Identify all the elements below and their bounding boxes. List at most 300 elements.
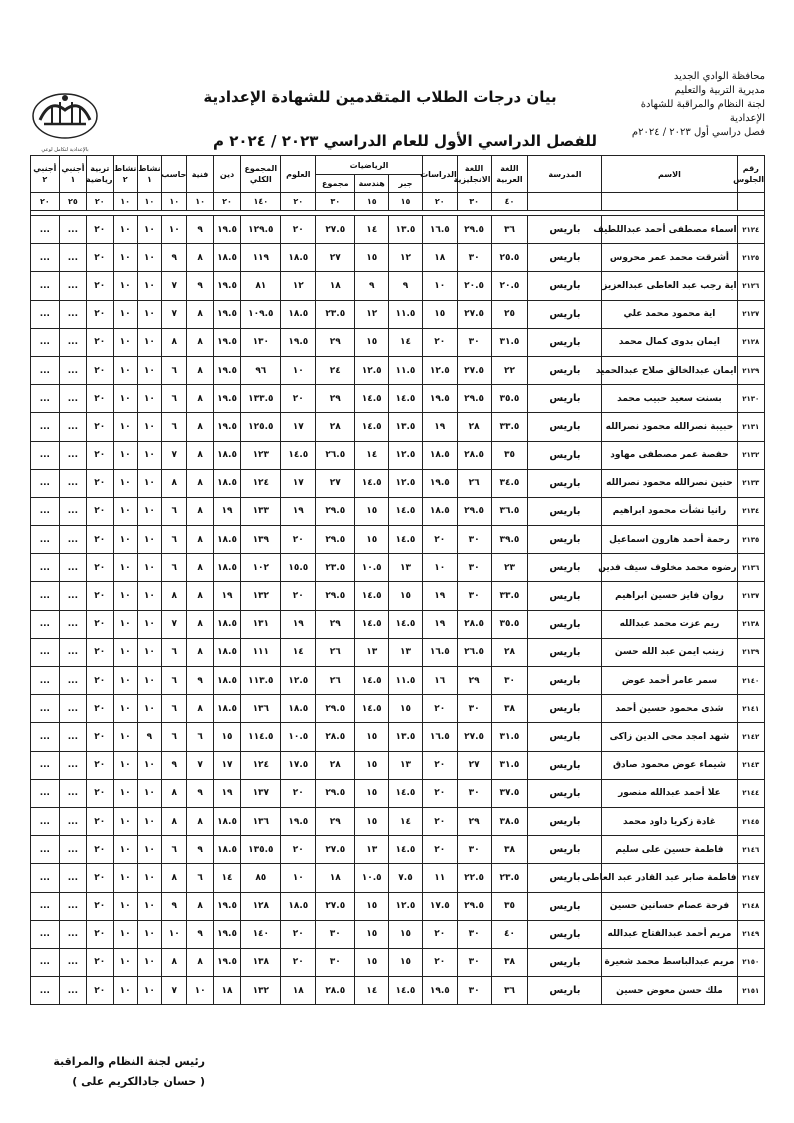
- grade-cell: ٦: [162, 385, 187, 413]
- grade-cell: ...: [59, 554, 86, 582]
- grade-cell: ...: [31, 216, 60, 244]
- grade-cell: ...: [31, 977, 60, 1005]
- max-mark-cell: ٢٥: [59, 193, 86, 211]
- grade-cell: ٢٠: [87, 300, 113, 328]
- grade-cell: ١٣.٥: [389, 413, 423, 441]
- table-row: [31, 413, 765, 441]
- grade-cell: ١٩: [213, 497, 240, 525]
- grade-cell: ١٠.٥: [355, 864, 389, 892]
- grade-cell: ١١.٥: [389, 300, 423, 328]
- header-science: العلوم: [281, 156, 316, 193]
- grade-cell: ١٠: [113, 526, 137, 554]
- grade-cell: ...: [59, 244, 86, 272]
- grade-cell: ٦: [162, 695, 187, 723]
- grade-cell: ٨: [187, 554, 213, 582]
- page-subtitle: للفصل الدراسي الأول للعام الدراسي ٢٠٢٣ / ٢٠٢٤ م: [212, 132, 598, 150]
- grade-cell: ١٨: [316, 272, 355, 300]
- school-name: باريس: [528, 864, 602, 892]
- grade-cell: ١٠: [137, 441, 161, 469]
- grade-cell: ٢٧.٥: [457, 723, 491, 751]
- header-total: المجموع الكلي: [241, 156, 281, 193]
- grade-cell: ١٠.٥: [281, 723, 316, 751]
- grade-cell: ١٣٠: [241, 328, 281, 356]
- grade-cell: ١٠: [113, 497, 137, 525]
- grade-cell: ١٠: [137, 779, 161, 807]
- student-name: حنين نصرالله محمود نصرالله: [602, 469, 737, 497]
- grade-cell: ٢٠: [422, 807, 457, 835]
- grade-cell: ٧.٥: [389, 864, 423, 892]
- grade-cell: ١٠: [422, 554, 457, 582]
- grade-cell: ٣٠: [457, 244, 491, 272]
- grade-cell: ٦: [162, 836, 187, 864]
- grade-cell: ١٣٣: [241, 497, 281, 525]
- grade-cell: ١٣: [355, 836, 389, 864]
- grade-cell: ٢٨.٥: [316, 977, 355, 1005]
- grade-cell: ٣٩.٥: [491, 526, 528, 554]
- grade-cell: ١٨.٥: [213, 441, 240, 469]
- grade-cell: ٨: [187, 441, 213, 469]
- header-math: الرياضيات: [316, 156, 423, 175]
- grade-cell: ...: [59, 779, 86, 807]
- grade-cell: ٢٠: [422, 948, 457, 976]
- student-name: رحمة أحمد هارون اسماعيل: [602, 526, 737, 554]
- header-foreign1: أجنبي ١: [59, 156, 86, 193]
- seat-number: ٢١٣١: [737, 413, 764, 441]
- grade-cell: ٢٨.٥: [457, 610, 491, 638]
- grade-cell: ٩: [187, 667, 213, 695]
- grade-cell: ١٤: [389, 807, 423, 835]
- seat-number: ٢١٣٤: [737, 497, 764, 525]
- seat-number: ٢١٢٧: [737, 300, 764, 328]
- grade-cell: ...: [59, 864, 86, 892]
- grade-cell: ٢٣: [491, 554, 528, 582]
- grade-cell: ٦: [187, 723, 213, 751]
- grade-cell: ...: [59, 413, 86, 441]
- grade-cell: ١٣١: [241, 610, 281, 638]
- grade-cell: ١٠: [137, 216, 161, 244]
- table-row: [31, 300, 765, 328]
- student-name: مريم عبدالباسط محمد شعيرة: [602, 948, 737, 976]
- grade-cell: ٢٧: [457, 751, 491, 779]
- grade-cell: ١٤.٥: [355, 413, 389, 441]
- grade-cell: ٦: [162, 667, 187, 695]
- grade-cell: ١٦.٥: [422, 723, 457, 751]
- grade-cell: ٢٩.٥: [457, 385, 491, 413]
- grade-cell: ١٠: [137, 836, 161, 864]
- grade-cell: ٦: [162, 723, 187, 751]
- grade-cell: ١٨: [213, 977, 240, 1005]
- grade-cell: ١٤: [281, 638, 316, 666]
- max-mark-cell: ٢٠: [31, 193, 60, 211]
- grade-cell: ١٠: [137, 554, 161, 582]
- grade-cell: ٣٠: [457, 836, 491, 864]
- signature-block: [25, 1052, 205, 1092]
- grade-cell: ١٥: [355, 920, 389, 948]
- grade-cell: ٣٠: [457, 977, 491, 1005]
- grade-cell: ١٢٩.٥: [241, 216, 281, 244]
- grade-cell: ١٣٣.٥: [241, 385, 281, 413]
- grade-cell: ١٣٩: [241, 526, 281, 554]
- header-algebra: جبر: [389, 175, 423, 193]
- grade-cell: ١٢: [355, 300, 389, 328]
- grade-cell: ١٧: [213, 751, 240, 779]
- table-row: [31, 610, 765, 638]
- student-name: سمر عامر أحمد عوض: [602, 667, 737, 695]
- seat-number: ٢١٣٣: [737, 469, 764, 497]
- grade-cell: ٢٠: [87, 469, 113, 497]
- table-row: [31, 667, 765, 695]
- grade-cell: ١٣٢: [241, 582, 281, 610]
- grade-cell: ١٥: [355, 892, 389, 920]
- grade-cell: ١٣: [355, 638, 389, 666]
- grade-cell: ١٩.٥: [422, 385, 457, 413]
- header-social: الدراسات: [422, 156, 457, 193]
- grade-cell: ٢٠.٥: [491, 272, 528, 300]
- grade-cell: ١٠: [137, 667, 161, 695]
- table-row: [31, 582, 765, 610]
- seat-number: ٢١٣٥: [737, 526, 764, 554]
- grade-cell: ٩: [187, 920, 213, 948]
- grade-cell: ٢٠: [87, 695, 113, 723]
- max-blank-name: [602, 193, 737, 211]
- grade-cell: ١٠: [113, 582, 137, 610]
- grade-cell: ١٣٧: [241, 779, 281, 807]
- header-arabic: اللغة العربية: [491, 156, 528, 193]
- max-blank-seat: [737, 193, 764, 211]
- grade-cell: ٢٥: [491, 300, 528, 328]
- grade-cell: ٣٣.٥: [491, 582, 528, 610]
- seat-number: ٢١٤١: [737, 695, 764, 723]
- grade-cell: ٢٠: [422, 836, 457, 864]
- grade-cell: ٧: [162, 272, 187, 300]
- grade-cell: ١٠: [113, 864, 137, 892]
- grade-cell: ١٠: [113, 667, 137, 695]
- grade-cell: ١١٩: [241, 244, 281, 272]
- table-row: [31, 356, 765, 384]
- table-row: [31, 977, 765, 1005]
- grade-cell: ٩: [187, 779, 213, 807]
- grade-cell: ١١١: [241, 638, 281, 666]
- grade-cell: ٩: [162, 892, 187, 920]
- grade-cell: ٣٦: [491, 216, 528, 244]
- grade-cell: ...: [31, 836, 60, 864]
- grade-cell: ٩: [187, 272, 213, 300]
- grade-cell: ٧: [162, 977, 187, 1005]
- grade-cell: ١٠: [137, 864, 161, 892]
- seat-number: ٢١٤٦: [737, 836, 764, 864]
- grade-cell: ٦: [162, 497, 187, 525]
- grade-cell: ٢٠: [87, 836, 113, 864]
- grade-cell: ٢٧.٥: [316, 836, 355, 864]
- grade-cell: ٨: [162, 864, 187, 892]
- grade-cell: ١٤.٥: [389, 977, 423, 1005]
- grade-cell: ١٠: [137, 582, 161, 610]
- grade-cell: ١٠: [137, 920, 161, 948]
- grade-cell: ٢٠: [281, 920, 316, 948]
- grade-cell: ١٥: [389, 948, 423, 976]
- grade-cell: ...: [59, 328, 86, 356]
- grade-cell: ٩: [389, 272, 423, 300]
- grade-cell: ١٨.٥: [213, 554, 240, 582]
- grade-cell: ١١٤.٥: [241, 723, 281, 751]
- grade-cell: ٢٨.٥: [316, 723, 355, 751]
- grade-cell: ١٨.٥: [422, 441, 457, 469]
- student-name: فرحة عصام حسانين حسين: [602, 892, 737, 920]
- grade-cell: ١٠: [113, 554, 137, 582]
- grade-cell: ٢٦.٥: [457, 638, 491, 666]
- grade-cell: ١٠: [113, 779, 137, 807]
- page-title: بيان درجات الطلاب المتقدمين للشهادة الإعدادية: [203, 88, 557, 106]
- grade-cell: ٢٣.٥: [316, 554, 355, 582]
- student-name: رانيا نشأت محمود ابراهيم: [602, 497, 737, 525]
- grade-cell: ٣٠: [457, 554, 491, 582]
- grade-cell: ٨: [162, 948, 187, 976]
- grade-cell: ١٠: [137, 610, 161, 638]
- grade-cell: ١١.٥: [389, 667, 423, 695]
- grade-cell: ١٩.٥: [281, 807, 316, 835]
- directorate-line: مديرية التربية والتعليم: [674, 85, 765, 96]
- grade-cell: ٤٠: [491, 920, 528, 948]
- grade-cell: ١٤.٥: [389, 836, 423, 864]
- seat-number: ٢١٤٨: [737, 892, 764, 920]
- grade-cell: ٢٩: [316, 385, 355, 413]
- grade-cell: ٢٤: [316, 356, 355, 384]
- grade-cell: ٢٠: [87, 610, 113, 638]
- student-name: ايمان عبدالخالق صلاح عبدالحميد: [602, 356, 737, 384]
- school-name: باريس: [528, 469, 602, 497]
- grade-cell: ٨٥: [241, 864, 281, 892]
- grade-cell: ١٤.٥: [355, 695, 389, 723]
- grade-cell: ٢٩.٥: [457, 497, 491, 525]
- grade-cell: ٩: [187, 216, 213, 244]
- max-blank-school: [528, 193, 602, 211]
- school-name: باريس: [528, 920, 602, 948]
- grade-cell: ٨: [162, 779, 187, 807]
- student-name: اية رجب عبد العاطى عبدالعزيز: [602, 272, 737, 300]
- grade-cell: ٢٠: [87, 723, 113, 751]
- grade-cell: ١٠: [137, 385, 161, 413]
- grade-cell: ١٩.٥: [422, 977, 457, 1005]
- grade-cell: ١٥: [422, 300, 457, 328]
- grade-cell: ٢٠: [87, 948, 113, 976]
- grade-cell: ...: [31, 723, 60, 751]
- table-row: [31, 441, 765, 469]
- grade-cell: ٨: [162, 582, 187, 610]
- grade-cell: ٣١.٥: [491, 751, 528, 779]
- grade-cell: ١٩.٥: [213, 920, 240, 948]
- grade-cell: ١٠: [113, 723, 137, 751]
- max-mark-cell: ٣٠: [457, 193, 491, 211]
- grade-cell: ١٣: [389, 638, 423, 666]
- grade-cell: ١٠: [113, 385, 137, 413]
- grade-cell: ١٥: [389, 582, 423, 610]
- header-activity1: نشاط ١: [137, 156, 161, 193]
- school-name: باريس: [528, 836, 602, 864]
- grade-cell: ١٠: [162, 920, 187, 948]
- grade-cell: ٦: [162, 413, 187, 441]
- seat-number: ٢١٣٦: [737, 554, 764, 582]
- grade-cell: ٢٩: [316, 610, 355, 638]
- grade-cell: ٧: [187, 751, 213, 779]
- grade-cell: ٢٧: [316, 469, 355, 497]
- grade-cell: ١٣٨: [241, 948, 281, 976]
- grade-cell: ١٨.٥: [281, 892, 316, 920]
- grade-cell: ...: [31, 356, 60, 384]
- grade-cell: ...: [59, 723, 86, 751]
- grade-cell: ١٥: [355, 807, 389, 835]
- grade-cell: ١٠: [137, 356, 161, 384]
- grade-cell: ١٨.٥: [213, 807, 240, 835]
- grade-cell: ١٩.٥: [213, 385, 240, 413]
- grade-cell: ٧: [162, 300, 187, 328]
- grade-cell: ١٠: [137, 272, 161, 300]
- grade-cell: ٢٠: [87, 892, 113, 920]
- grade-cell: ١٠: [113, 469, 137, 497]
- grade-cell: ١٤.٥: [355, 582, 389, 610]
- grade-cell: ١٠: [422, 272, 457, 300]
- grade-cell: ٢٩.٥: [316, 526, 355, 554]
- grade-cell: ١٣٢: [241, 977, 281, 1005]
- max-mark-cell: ١٠: [113, 193, 137, 211]
- grade-cell: ١٥: [389, 920, 423, 948]
- grade-cell: ...: [59, 356, 86, 384]
- seat-number: ٢١٣٢: [737, 441, 764, 469]
- grade-cell: ٧: [162, 610, 187, 638]
- grade-cell: ١٩.٥: [281, 328, 316, 356]
- grade-cell: ...: [59, 469, 86, 497]
- grade-cell: ٢٦: [316, 667, 355, 695]
- grade-cell: ٦: [162, 554, 187, 582]
- school-name: باريس: [528, 554, 602, 582]
- header-foreign2: أجنبي ٢: [31, 156, 60, 193]
- grade-cell: ...: [59, 695, 86, 723]
- grade-cell: ...: [31, 328, 60, 356]
- grade-cell: ٣٠: [457, 582, 491, 610]
- grade-cell: ٩٦: [241, 356, 281, 384]
- grade-cell: ...: [59, 582, 86, 610]
- grade-cell: ٢٠: [87, 328, 113, 356]
- grade-cell: ٢٠: [422, 526, 457, 554]
- max-mark-cell: ٢٠: [281, 193, 316, 211]
- grade-cell: ٢٧.٥: [457, 300, 491, 328]
- grade-cell: ٨: [187, 638, 213, 666]
- grade-cell: ١٨.٥: [422, 497, 457, 525]
- grade-cell: ١٢٨: [241, 892, 281, 920]
- grade-cell: ١٤.٥: [389, 610, 423, 638]
- grade-cell: ٣٥.٥: [491, 385, 528, 413]
- grade-cell: ٢٧.٥: [316, 216, 355, 244]
- grade-cell: ...: [31, 385, 60, 413]
- grade-cell: ١٤.٥: [355, 385, 389, 413]
- grade-cell: ١٠: [113, 638, 137, 666]
- grade-cell: ٣٨.٥: [491, 807, 528, 835]
- grade-cell: ...: [31, 469, 60, 497]
- header-seat: رقم الجلوس: [737, 156, 764, 193]
- grade-cell: ١٨.٥: [281, 244, 316, 272]
- grade-cell: ٢٠: [87, 272, 113, 300]
- grade-cell: ...: [31, 807, 60, 835]
- grade-cell: ٨: [187, 526, 213, 554]
- grade-cell: ٦: [162, 356, 187, 384]
- grade-cell: ٢٠: [87, 864, 113, 892]
- grade-cell: ٣١.٥: [491, 723, 528, 751]
- committee-head-title: رئيس لجنة النظام والمراقبة: [53, 1055, 205, 1068]
- seat-number: ٢١٢٤: [737, 216, 764, 244]
- grade-cell: ٢٩.٥: [316, 779, 355, 807]
- grade-cell: ١٩.٥: [213, 328, 240, 356]
- grade-cell: ...: [59, 497, 86, 525]
- grade-cell: ١٢٣: [241, 441, 281, 469]
- table-row: [31, 244, 765, 272]
- grade-cell: ٣٠: [457, 920, 491, 948]
- grade-cell: ٢٠: [281, 779, 316, 807]
- grade-cell: ٢٠: [281, 526, 316, 554]
- grade-cell: ١٦.٥: [422, 216, 457, 244]
- grade-cell: ١٠: [137, 948, 161, 976]
- seat-number: ٢١٥١: [737, 977, 764, 1005]
- grade-cell: ٢٢.٥: [457, 864, 491, 892]
- grade-cell: ١٦: [422, 667, 457, 695]
- grade-cell: ٣٨: [491, 948, 528, 976]
- grade-cell: ٣٤.٥: [491, 469, 528, 497]
- grade-cell: ١٢٤: [241, 469, 281, 497]
- grade-cell: ١١.٥: [389, 356, 423, 384]
- student-name: شذى محمود حسين أحمد: [602, 695, 737, 723]
- grade-cell: ٣٦.٥: [491, 497, 528, 525]
- grade-cell: ٨: [187, 807, 213, 835]
- school-name: باريس: [528, 385, 602, 413]
- grade-cell: ٢٣.٥: [491, 864, 528, 892]
- grade-cell: ١٨.٥: [213, 244, 240, 272]
- grade-cell: ٢٠: [87, 385, 113, 413]
- grade-cell: ١٠: [113, 751, 137, 779]
- table-row: [31, 920, 765, 948]
- student-name: بسنت سعيد حبيب محمد: [602, 385, 737, 413]
- grade-cell: ١٠: [113, 272, 137, 300]
- grade-cell: ١٠: [137, 413, 161, 441]
- grade-cell: ١٩: [213, 779, 240, 807]
- grade-cell: ٢٨: [316, 751, 355, 779]
- seat-number: ٢١٢٩: [737, 356, 764, 384]
- grade-cell: ١٠٢: [241, 554, 281, 582]
- grade-cell: ٣٣.٥: [491, 413, 528, 441]
- grade-cell: ١٨.٥: [213, 667, 240, 695]
- grade-cell: ٢٠: [87, 582, 113, 610]
- grade-cell: ...: [31, 272, 60, 300]
- grade-cell: ١٥: [355, 244, 389, 272]
- header-math-total: مجموع: [316, 175, 355, 193]
- grade-cell: ...: [31, 638, 60, 666]
- grade-cell: ١٥: [389, 695, 423, 723]
- grade-cell: ١٢٤: [241, 751, 281, 779]
- grade-cell: ٣٠: [316, 948, 355, 976]
- grade-cell: ١٠: [137, 526, 161, 554]
- grade-cell: ٢٠: [422, 779, 457, 807]
- max-mark-cell: ١٥: [389, 193, 423, 211]
- grade-cell: ١٠: [137, 695, 161, 723]
- grade-cell: ١٠: [137, 638, 161, 666]
- school-name: باريس: [528, 779, 602, 807]
- grade-cell: ٨: [187, 469, 213, 497]
- grade-cell: ١٢٥.٥: [241, 413, 281, 441]
- grade-cell: ٢٠: [87, 779, 113, 807]
- school-name: باريس: [528, 582, 602, 610]
- grade-cell: ٢٨: [316, 413, 355, 441]
- grade-cell: ٨: [187, 244, 213, 272]
- school-name: باريس: [528, 216, 602, 244]
- grade-cell: ١٥: [355, 751, 389, 779]
- grade-cell: ٢٠: [87, 441, 113, 469]
